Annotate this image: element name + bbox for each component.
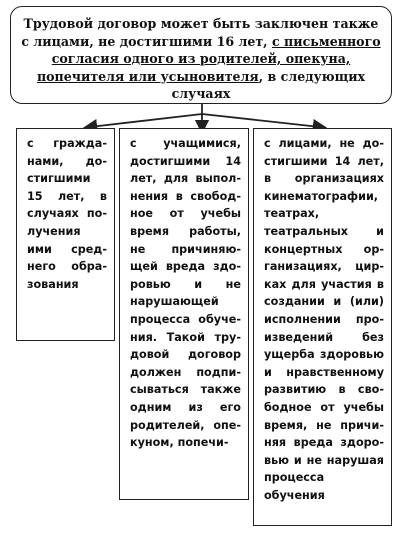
case-text-15-years: с граждaнами, достигшими 15 лет, в случаях получения ими среднего образования	[27, 137, 107, 291]
case-box-15-years	[16, 128, 115, 341]
connector-right-branch	[202, 114, 320, 127]
main-statement-ending: , в следующих случаях	[171, 68, 366, 101]
case-box-under-14-years	[253, 128, 392, 526]
case-text-under-14-years: с лицами, не достигшими 14 лет, в организациях кинематографии, театрах, театральных и концертных организациях, цирках для участия в создании и (или) исполнении произведений без ущерба здоровью и нравственному развитию в свободное от учебы время, не причиняя вреда здоровью и не нарушая процесса обучения	[264, 137, 384, 502]
connector-left-branch	[90, 114, 202, 127]
case-box-students-14-years	[119, 128, 249, 500]
case-text-students-14-years: с учащимися, достигшими 14 лет, для выполнения в свободное от учебы время работы, не причиняющей вреда здоровью и не нарушающей процесса обучения. Такой трудовой договор должен подписываться также одним из его родителей, опекуном, попечи-	[130, 137, 241, 450]
main-statement-box	[10, 6, 392, 104]
main-statement-underlined: с письменного согласия одного из родителей, опекуна, попечителя или усыновителя	[36, 33, 381, 84]
main-statement-text: Трудовой договор может быть заключен также с лицами, не достигшими 16 лет,	[21, 16, 379, 49]
